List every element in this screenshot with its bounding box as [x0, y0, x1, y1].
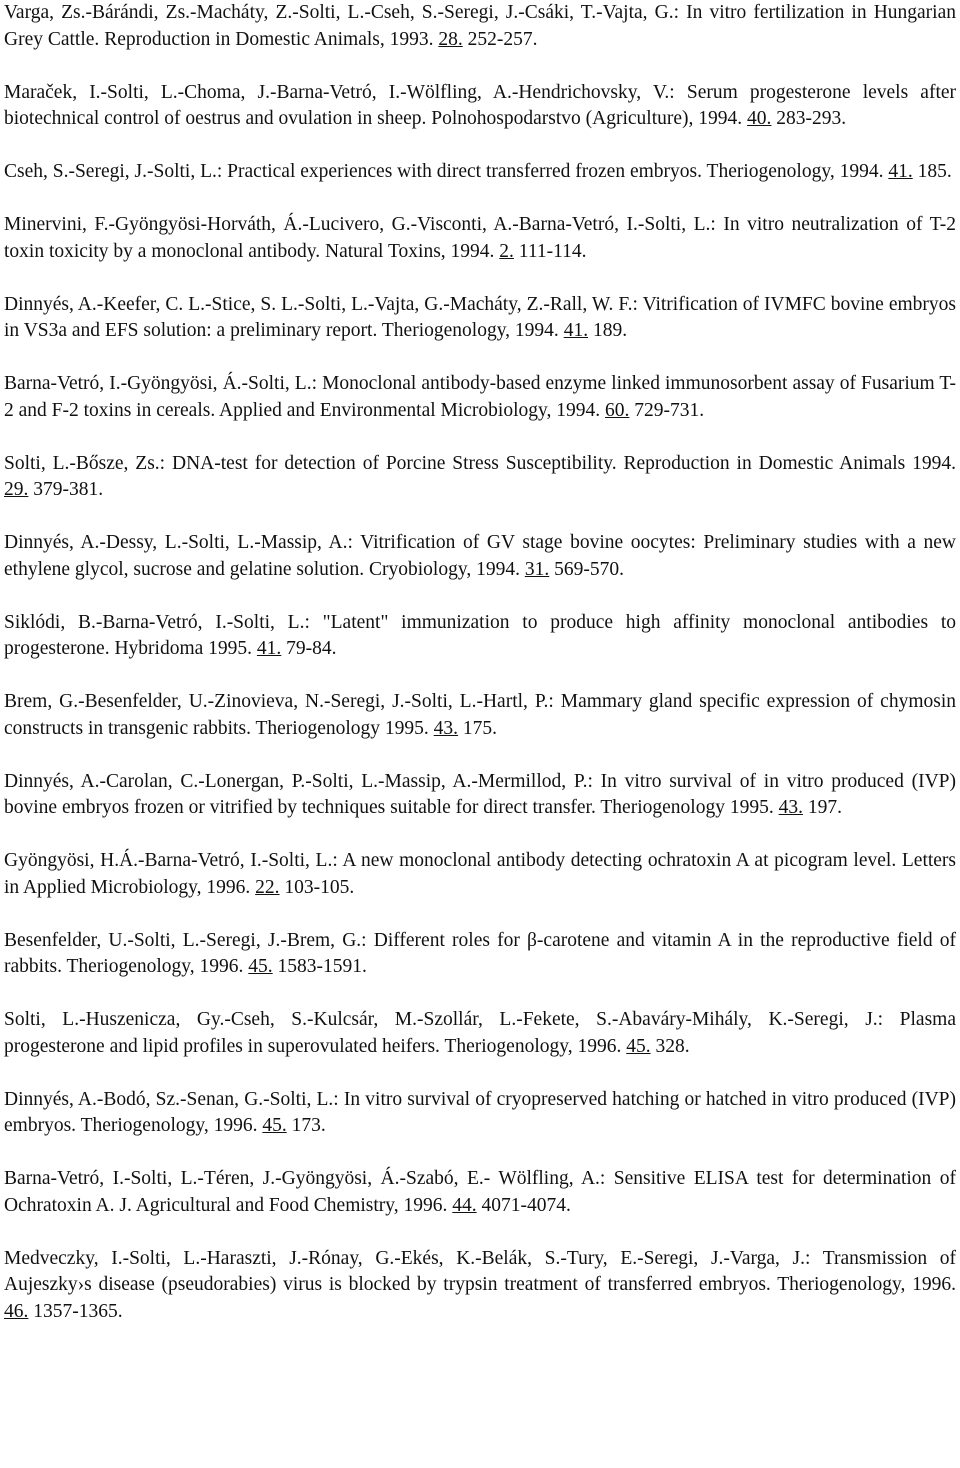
reference-volume: 45. — [248, 956, 273, 977]
reference-title: Vitrification of IVMFC bovine embryos in VS3a and EFS solution: a preliminary report. — [4, 293, 956, 341]
reference-title: DNA-test for detection of Porcine Stress Susceptibility. — [172, 452, 617, 474]
reference-volume: 41. — [888, 161, 913, 182]
reference-journal: Theriogenology, 1996. — [66, 956, 244, 977]
reference-title: In vitro neutralization of T-2 toxin toxicity by a monoclonal antibody. — [4, 214, 956, 262]
reference-list — [4, 0, 956, 1325]
reference-entry — [4, 1246, 956, 1326]
reference-title: In vitro survival of cryopreserved hatching or hatched in vitro produced (IVP) embryos. — [4, 1088, 957, 1136]
reference-volume: 60. — [605, 399, 630, 421]
reference-journal: Cryobiology, 1994. — [369, 558, 520, 580]
reference-title: In vitro fertilization in Hungarian Grey Cattle. — [4, 2, 956, 50]
reference-entry — [4, 769, 956, 822]
reference-pages: 1583-1591. — [277, 956, 367, 977]
reference-volume: 29. — [4, 479, 29, 500]
reference-pages: 1357-1365. — [33, 1300, 123, 1322]
reference-journal: Reproduction in Domestic Animals, 1993. — [104, 28, 434, 50]
reference-pages: 173. — [291, 1115, 326, 1136]
reference-authors: Solti, L.-Huszenicza, Gy.-Cseh, S.-Kulcsár, M.-Szollár, L.-Fekete, S.-Abaváry-Mihály, K.-Seregi, J.: — [4, 1009, 884, 1030]
reference-title: Different roles for β-carotene and vitamin A in the reproductive field of rabbits. — [4, 929, 956, 977]
reference-authors: Siklódi, B.-Barna-Vetró, I.-Solti, L.: — [4, 611, 310, 633]
reference-journal: J. Agricultural and Food Chemistry, 1996. — [119, 1194, 448, 1216]
reference-volume: 41. — [563, 320, 589, 341]
reference-pages: 252-257. — [467, 28, 538, 50]
reference-entry — [4, 1007, 956, 1060]
reference-pages: 4071-4074. — [481, 1194, 571, 1216]
reference-title: In vitro survival of in vitro produced (IVP) bovine embryos frozen or vitrified by techniques suitable for direct transfer. — [4, 770, 956, 818]
reference-journal: Natural Toxins, 1994. — [324, 240, 495, 262]
reference-entry — [4, 451, 956, 504]
reference-title: Transmission of Aujeszky›s disease (pseudorabies) virus is blocked by trypsin treatment of transferred embryos. — [4, 1247, 956, 1295]
reference-entry — [4, 212, 956, 265]
reference-journal: Applied and Environmental Microbiology, 1994. — [219, 399, 601, 421]
reference-volume: 2. — [499, 240, 514, 262]
reference-entry — [4, 159, 956, 186]
reference-journal: Reproduction in Domestic Animals 1994. — [623, 452, 956, 474]
reference-journal: Theriogenology, 1996. — [444, 1035, 622, 1057]
reference-authors: Dinnyés, A.-Carolan, C.-Lonergan, P.-Solti, L.-Massip, A.-Mermillod, P.: — [4, 770, 593, 792]
reference-volume: 31. — [524, 558, 550, 580]
reference-entry — [4, 1166, 956, 1219]
reference-journal: Hybridoma 1995. — [114, 638, 253, 659]
reference-journal: Polnohospodarstvo (Agriculture), 1994. — [431, 108, 743, 129]
reference-title: Practical experiences with direct transferred frozen embryos. — [227, 161, 702, 182]
reference-journal: Theriogenology 1995. — [255, 717, 429, 739]
reference-pages: 79-84. — [286, 638, 337, 659]
reference-authors: Minervini, F.-Gyöngyösi-Horváth, Á.-Lucivero, G.-Visconti, A.-Barna-Vetró, I.-Solti, L.: — [4, 214, 716, 235]
reference-authors: Brem, G.-Besenfelder, U.-Zinovieva, N.-Seregi, J.-Solti, L.-Hartl, P.: — [4, 691, 554, 712]
reference-volume: 45. — [626, 1035, 651, 1057]
reference-entry — [4, 848, 956, 901]
reference-authors: Barna-Vetró, I.-Gyöngyösi, Á.-Solti, L.: — [4, 373, 318, 394]
reference-authors: Medveczky, I.-Solti, L.-Haraszti, J.-Rónay, G.-Ekés, K.-Belák, S.-Tury, E.-Seregi, J.-Varga, J.: — [4, 1247, 811, 1269]
reference-title: Sensitive ELISA test for determination of Ochratoxin A. — [4, 1168, 956, 1216]
reference-title: Vitrification of GV stage bovine oocytes: Preliminary studies with a new ethylene glycol, sucrose and gelatine solution. — [4, 532, 956, 580]
reference-journal: Theriogenology, 1996. — [777, 1274, 956, 1295]
reference-volume: 40. — [747, 108, 772, 129]
reference-pages: 189. — [592, 320, 628, 341]
reference-authors: Dinnyés, A.-Keefer, C. L.-Stice, S. L.-Solti, L.-Vajta, G.-Macháty, Z.-Rall, W. F.: — [4, 293, 638, 315]
reference-volume: 44. — [452, 1194, 477, 1216]
reference-title: A new monoclonal antibody detecting ochratoxin A at picogram level. — [342, 850, 897, 871]
reference-journal: Letters in Applied Microbiology, 1996. — [4, 850, 957, 898]
reference-journal: Theriogenology, 1996. — [80, 1115, 258, 1136]
reference-entry — [4, 610, 956, 663]
reference-volume: 41. — [256, 638, 282, 659]
reference-authors: Maraček, I.-Solti, L.-Choma, J.-Barna-Vetró, I.-Wölfling, A.-Hendrichovsky, V.: — [4, 81, 675, 103]
reference-title: Mammary gland specific expression of chymosin constructs in transgenic rabbits. — [4, 691, 956, 739]
reference-entry — [4, 1087, 956, 1140]
reference-pages: 379-381. — [33, 479, 104, 500]
reference-title: Monoclonal antibody-based enzyme linked immunosorbent assay of Fusarium T-2 and F-2 toxins in cereals. — [4, 373, 956, 421]
reference-pages: 328. — [655, 1035, 690, 1057]
reference-authors: Gyöngyösi, H.Á.-Barna-Vetró, I.-Solti, L.: — [4, 850, 338, 871]
reference-authors: Varga, Zs.-Bárándi, Zs.-Macháty, Z.-Solti, L.-Cseh, S.-Seregi, J.-Csáki, T.-Vajta, G.: — [4, 2, 680, 23]
reference-pages: 111-114. — [518, 240, 587, 262]
reference-volume: 28. — [438, 28, 463, 50]
reference-pages: 185. — [917, 161, 952, 182]
reference-authors: Dinnyés, A.-Dessy, L.-Solti, L.-Massip, A.: — [4, 532, 353, 553]
reference-entry — [4, 0, 956, 53]
reference-pages: 197. — [807, 797, 842, 818]
reference-entry — [4, 371, 956, 424]
reference-authors: Dinnyés, A.-Bodó, Sz.-Senan, G.-Solti, L.: — [4, 1088, 339, 1110]
reference-volume: 43. — [433, 717, 459, 739]
reference-journal: Theriogenology, 1994. — [381, 320, 559, 341]
reference-journal: Theriogenology 1995. — [600, 797, 774, 818]
reference-title: Plasma progesterone and lipid profiles in superovulated heifers. — [4, 1009, 956, 1057]
reference-volume: 43. — [778, 797, 803, 818]
reference-volume: 22. — [255, 876, 280, 898]
reference-entry — [4, 928, 956, 981]
reference-authors: Besenfelder, U.-Solti, L.-Seregi, J.-Brem, G.: — [4, 929, 367, 951]
reference-entry — [4, 689, 956, 742]
reference-pages: 283-293. — [776, 108, 847, 129]
reference-title: Serum progesterone levels after biotechnical control of oestrus and ovulation in sheep. — [4, 81, 957, 129]
reference-pages: 569-570. — [554, 558, 624, 580]
reference-entry — [4, 292, 956, 345]
reference-pages: 175. — [462, 717, 498, 739]
reference-authors: Cseh, S.-Seregi, J.-Solti, L.: — [4, 161, 223, 182]
reference-title: "Latent" immunization to produce high affinity monoclonal antibodies to progesterone. — [4, 611, 956, 659]
reference-entry — [4, 530, 956, 583]
reference-volume: 45. — [262, 1115, 287, 1136]
reference-volume: 46. — [4, 1300, 29, 1322]
reference-pages: 103-105. — [284, 876, 355, 898]
reference-authors: Solti, L.-Bősze, Zs.: — [4, 452, 166, 474]
reference-entry — [4, 80, 956, 133]
reference-authors: Barna-Vetró, I.-Solti, L.-Téren, J.-Gyöngyösi, Á.-Szabó, E.- Wölfling, A.: — [4, 1168, 606, 1189]
reference-journal: Theriogenology, 1994. — [706, 161, 884, 182]
reference-pages: 729-731. — [634, 399, 705, 421]
